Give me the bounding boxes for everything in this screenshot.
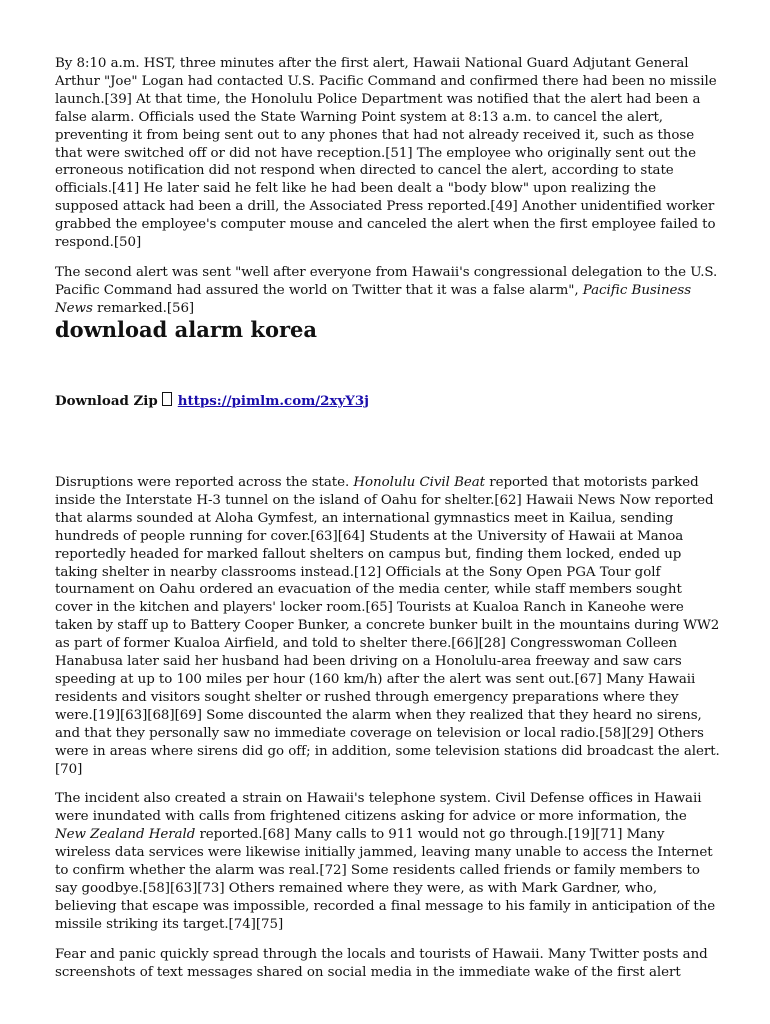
paragraph-fear-panic: Fear and panic quickly spread through the locals and tourists of Hawaii. Many Twitter posts and screenshots of text messages shared on social media in the immediate wake of the first alert	[55, 946, 708, 980]
page-heading: download alarm korea	[55, 317, 317, 342]
paragraph-second-alert	[55, 264, 720, 318]
source-new-zealand-herald: New Zealand Herald	[55, 827, 196, 843]
paragraph-second-alert-end: remarked.[56]	[92, 300, 195, 316]
article-body	[55, 474, 720, 981]
paragraph-telephone-rest: reported.[68] Many calls to 911 would not go through.[19][71] Many wireless data services were likewise initially jammed, leaving many unable to access the Internet to confirm whether the alarm was real.[72] Some residents called friends or family members to say goodbye.[58][63][73] Others remained where they were, as with Mark Gardner, who, believing that escape was impossible, recorded a final message to his family in anticipation of the missile striking its target.[74][75]	[55, 827, 716, 932]
paragraph-second-alert-text: The second alert was sent "well after everyone from Hawaii's congressional delegation to the U.S. Pacific Command had assured the world on Twitter that it was a false alarm",	[55, 264, 718, 298]
download-link[interactable]: https://pimlm.com/2xyY3j	[177, 393, 369, 409]
download-line	[55, 392, 369, 410]
paragraph-telephone-start: The incident also created a strain on Hawaii's telephone system. Civil Defense offices in Hawaii were inundated with calls from frightened citizens asking for advice or more information, the	[55, 791, 702, 825]
paragraph-disruptions-rest: reported that motorists parked inside the Interstate H-3 tunnel on the island of Oahu for shelter.[62] Hawaii News Now reported that alarms sounded at Aloha Gymfest, an international gymnastics meet in Kailua, sending hundreds of people running for cover.[63][64] Students at the University of Hawaii at Manoa reportedly headed for marked fallout shelters on campus but, finding them locked, ended up taking shelter in nearby classrooms instead.[12] Officials at the Sony Open PGA Tour golf tournament on Oahu ordered an evacuation of the media center, while staff members sought cover in the kitchen and players' locker room.[65] Tourists at Kualoa Ranch in Kaneohe were taken by staff up to Battery Cooper Bunker, a concrete bunker built in the mountains during WW2 as part of former Kualoa Airfield, and told to shelter there.[66][28] Congresswoman Colleen Hanabusa later said her husband had been driving on a Honolulu-area freeway and saw cars speeding at up to 100 miles per hour (160 km/h) after the alert was sent out.[67] Many Hawaii residents and visitors sought shelter or rushed through emergency preparations where they were.[19][63][68][69] Some discounted the alarm when they realized that they heard no sirens, and that they personally saw no immediate coverage on television or local radio.[58][29] Others were in areas where sirens did go off; in addition, some television stations did broadcast the alert.[70]	[55, 475, 720, 777]
paragraph-false-alarm-cancel: By 8:10 a.m. HST, three minutes after the first alert, Hawaii National Guard Adjutant General Arthur "Joe" Logan had contacted U.S. Pacific Command and confirmed there had been no missile launch.[39] At that time, the Honolulu Police Department was notified that the alert had been a false alarm. Officials used the State Warning Point system at 8:13 a.m. to cancel the alert, preventing it from being sent out to any phones that had not already received it, such as those that were switched off or did not have reception.[51] The employee who originally sent out the erroneous notification did not respond when directed to cancel the alert, according to state officials.[41] He later said he felt like he had been dealt a "body blow" upon realizing the supposed attack had been a drill, the Associated Press reported.[49] Another unidentified worker grabbed the employee's computer mouse and canceled the alert when the first employee failed to respond.[50]	[55, 56, 717, 251]
missing-glyph-box-icon	[162, 392, 172, 406]
document-page	[55, 55, 720, 980]
paragraph-telephone-strain	[55, 790, 720, 933]
paragraph-disruptions-start: Disruptions were reported across the state.	[55, 475, 354, 490]
download-label: Download Zip	[55, 393, 158, 409]
source-pacific-business-news: Pacific Business News	[55, 282, 692, 316]
source-honolulu-civil-beat: Honolulu Civil Beat	[353, 475, 486, 490]
paragraph-disruptions	[55, 474, 720, 778]
